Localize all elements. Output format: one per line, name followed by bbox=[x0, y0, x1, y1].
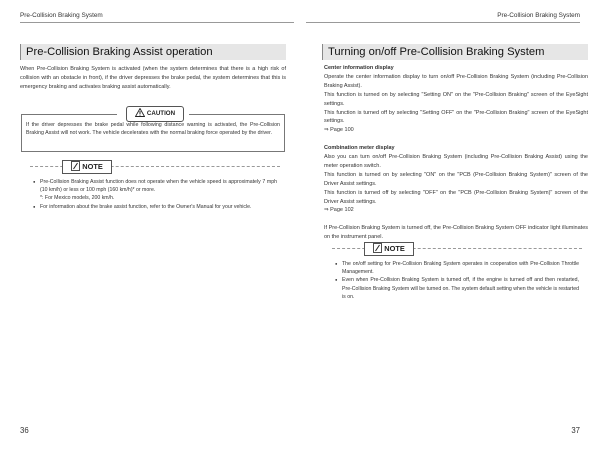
note-pencil-icon bbox=[71, 161, 80, 171]
meter-display-text3: This function is turned off by selecting "OFF" on the "PCB (Pre-Collision Braking System)" screen of the Driver Assist settings. bbox=[324, 189, 588, 205]
note-item: ● Even when Pre-Collision Braking System is turned off, if the engine is turned off and then restarted, Pre-Collision Braking System will be turned on. The system default setting when the vehicle is restarted is on. bbox=[335, 276, 579, 301]
caution-text: If the driver depresses the brake pedal while following distance warning is activated, the Pre-Collision Braking Assist will not work. The vehicle decelerates with the normal braking force operated by the driver. bbox=[26, 122, 280, 137]
note-content bbox=[335, 260, 579, 301]
off-indicator-text: If Pre-Collision Braking System is turned off, the Pre-Collision Braking System OFF indicator light illuminates on the instrument panel. bbox=[324, 225, 588, 241]
note-content bbox=[33, 178, 277, 211]
caution-label-text: CAUTION bbox=[146, 110, 176, 117]
running-head: Pre-Collision Braking System bbox=[497, 12, 580, 19]
center-display-ref: ⇒ Page 100 bbox=[324, 127, 354, 134]
running-head: Pre-Collision Braking System bbox=[20, 12, 103, 19]
center-display-text2: This function is turned on by selecting "Setting ON" on the "Pre-Collision Braking" screen of the EyeSight settings. bbox=[324, 91, 588, 107]
note-label bbox=[364, 242, 414, 256]
warning-icon bbox=[135, 108, 145, 117]
meter-display-text1: Also you can turn on/off Pre-Collision Braking System (including Pre-Collision Braking Assist) using the meter operation switch. bbox=[324, 154, 588, 169]
header-rule bbox=[20, 22, 294, 23]
note-box bbox=[332, 244, 582, 332]
meter-display-ref: ⇒ Page 102 bbox=[324, 207, 354, 214]
right-body bbox=[324, 64, 588, 242]
page-number: 37 bbox=[571, 426, 580, 435]
page-number: 36 bbox=[20, 426, 29, 435]
center-display-heading: Center information display bbox=[324, 65, 394, 71]
meter-display-text2: This function is turned on by selecting "ON" on the "PCB (Pre-Collision Braking System)" screen of the Driver Assist settings. bbox=[324, 171, 588, 187]
caution-label bbox=[126, 106, 184, 122]
note-footnote: *: For Mexico models, 200 km/h. bbox=[40, 195, 115, 202]
header-rule bbox=[306, 22, 580, 23]
note-label bbox=[62, 160, 112, 174]
center-display-text3: This function is turned off by selecting "Setting OFF" on the "Pre-Collision Braking" screen of the EyeSight settings. bbox=[324, 109, 588, 125]
section-title: Pre-Collision Braking Assist operation bbox=[20, 44, 286, 60]
right-page bbox=[300, 0, 600, 450]
section-title: Turning on/off Pre-Collision Braking System bbox=[322, 44, 588, 60]
intro-text: When Pre-Collision Braking System is activated (when the system determines that there is a high risk of collision with an obstacle in front), if the driver depresses the brake pedal, the system determines that this is emergency braking and activates braking assist automatically. bbox=[20, 66, 286, 90]
note-item: ● The on/off setting for Pre-Collision Braking System operates in cooperation with Pre-Collision Throttle Management. bbox=[335, 260, 579, 276]
note-item: ● Pre-Collision Braking Assist function does not operate when the vehicle speed is approximately 7 mph (10 km/h) or less or 100 mph (160 km/h)* or more. bbox=[33, 178, 277, 194]
meter-display-heading: Combination meter display bbox=[324, 145, 395, 152]
note-label-text: NOTE bbox=[82, 162, 103, 171]
note-box bbox=[30, 162, 280, 254]
intro-paragraph bbox=[20, 65, 286, 92]
note-label-text: NOTE bbox=[384, 244, 405, 253]
center-display-text1: Operate the center information display to turn on/off Pre-Collision Braking System (including Pre-Collision Braking Assist). bbox=[324, 73, 588, 89]
note-pencil-icon bbox=[373, 243, 382, 253]
caution-box bbox=[21, 110, 285, 152]
note-item: ● For information about the brake assist function, refer to the Owner's Manual for your vehicle. bbox=[33, 203, 277, 211]
